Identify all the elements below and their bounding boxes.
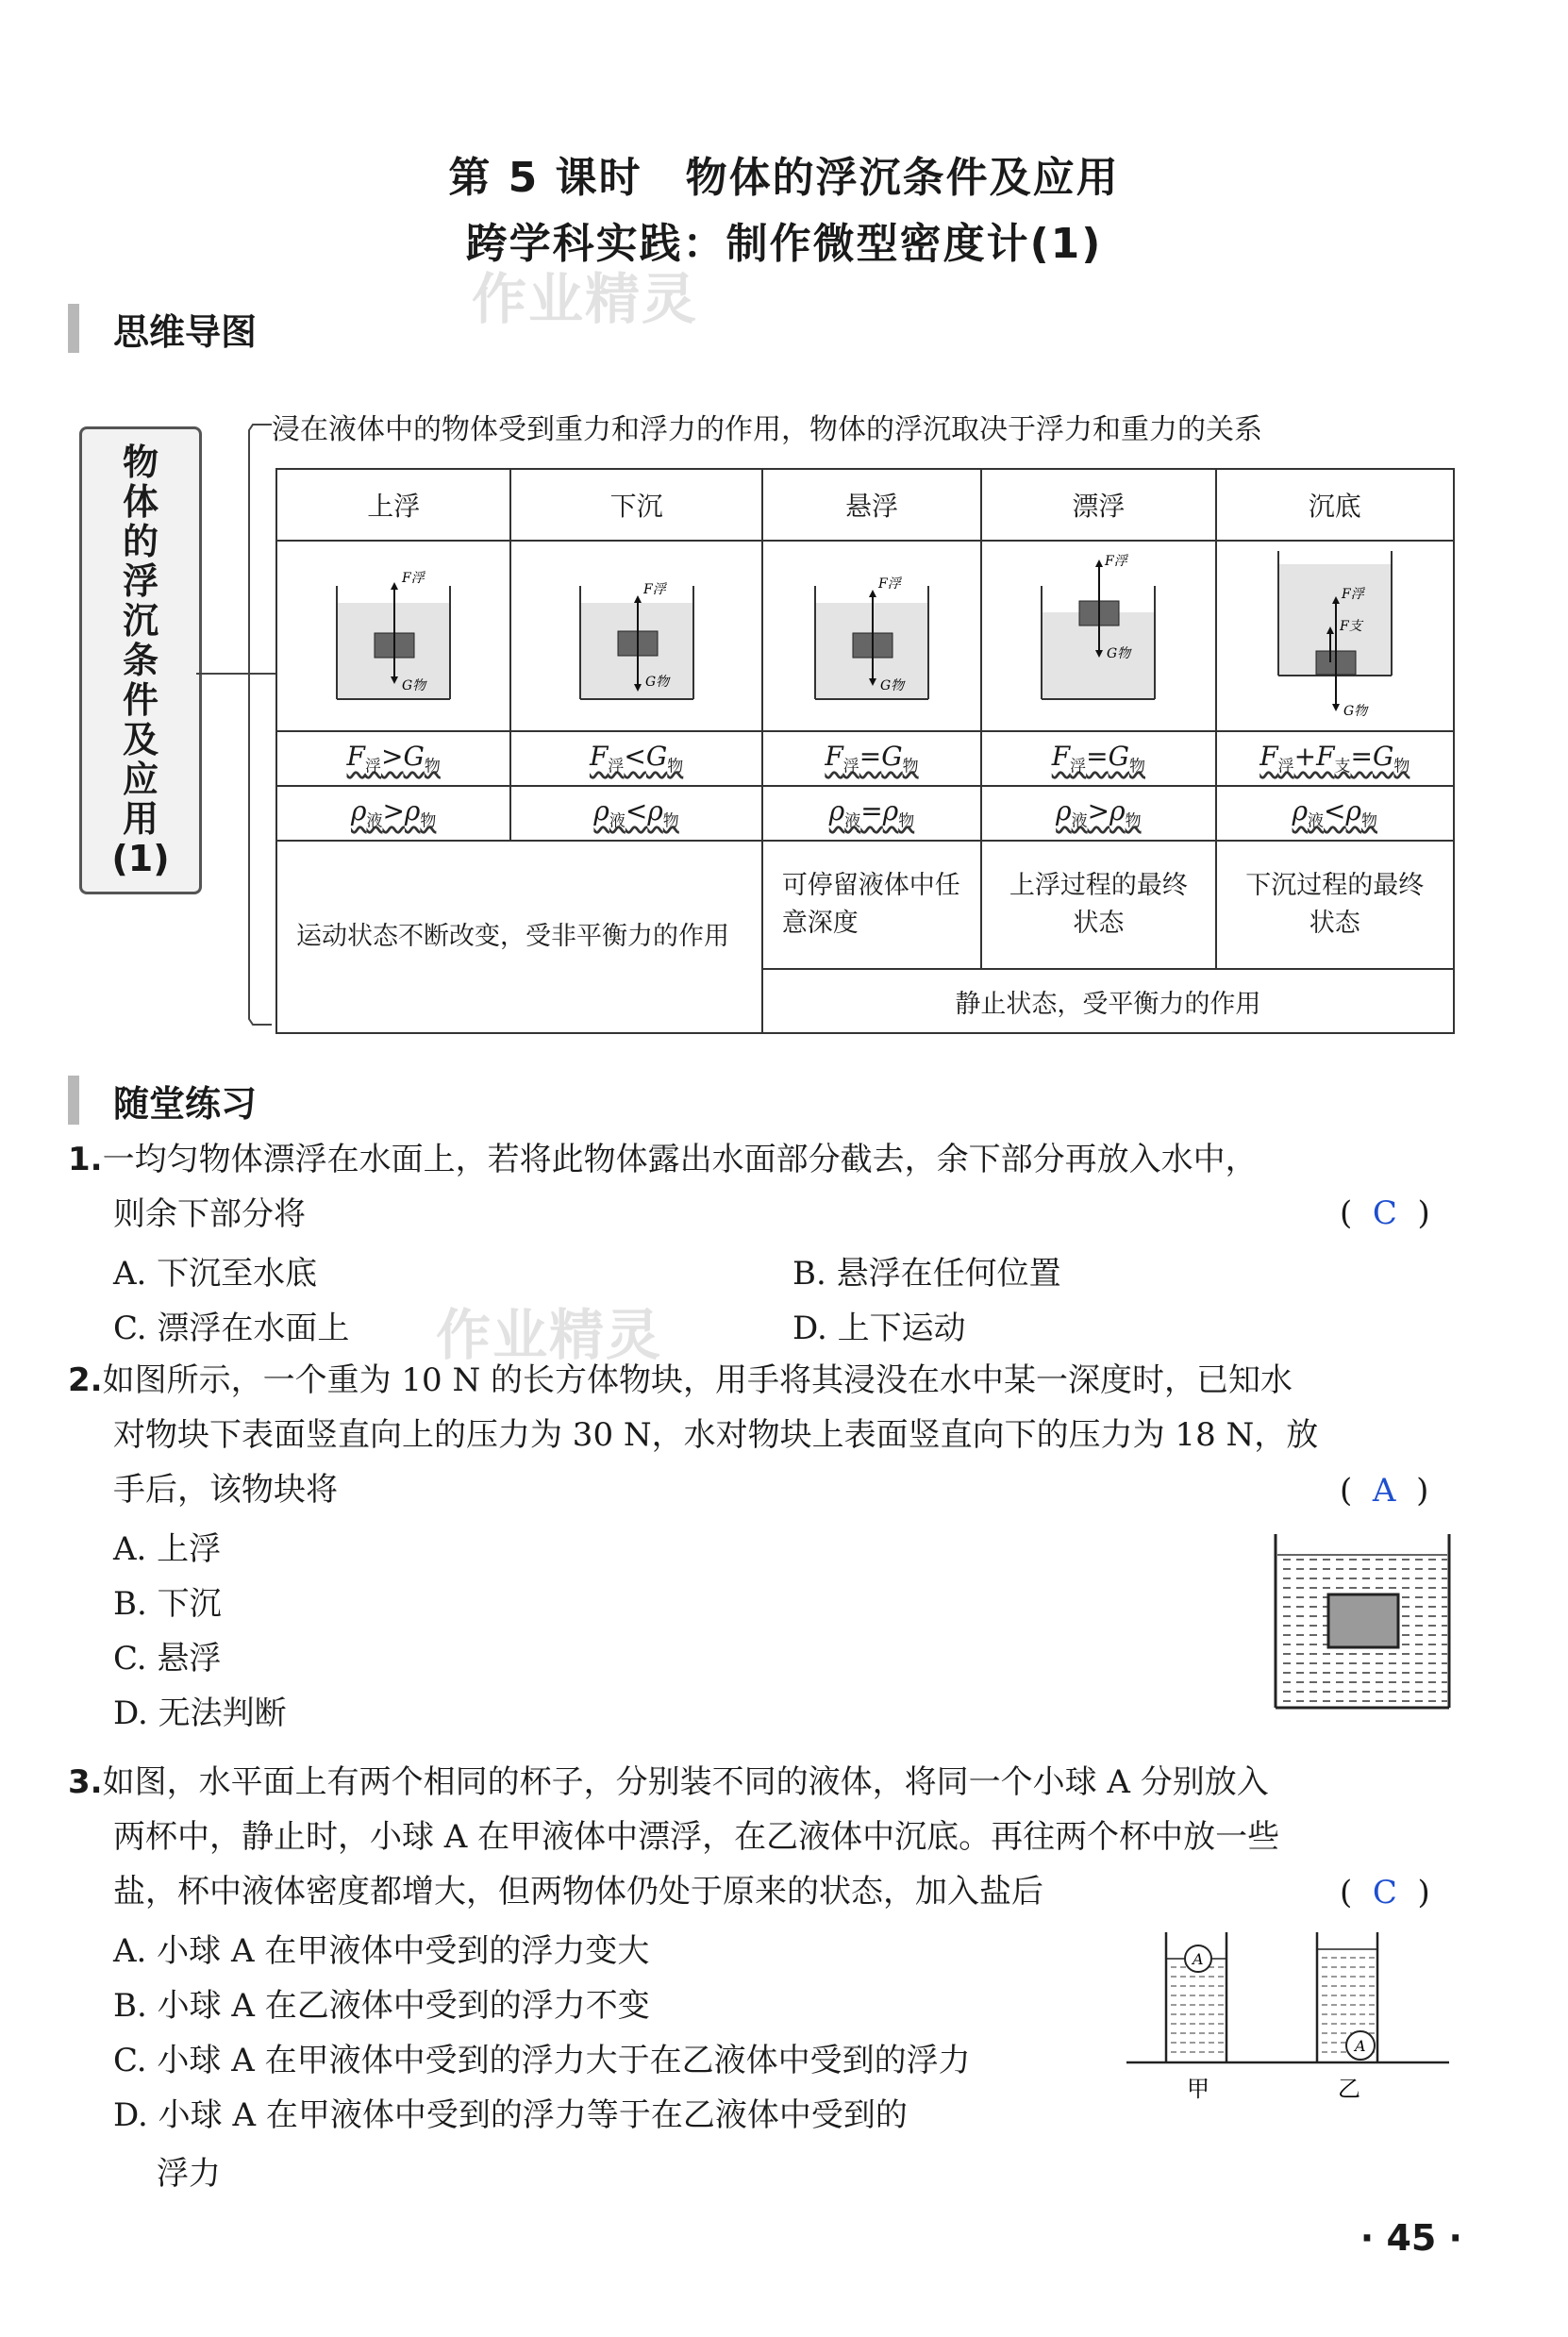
page-number: · 45 · (1359, 2217, 1462, 2259)
option: D. 小球 A 在甲液体中受到的浮力等于在乙液体中受到的 (113, 2096, 908, 2134)
question-number: 1. (68, 1141, 103, 1178)
figure-q2-tank (1268, 1527, 1457, 1715)
desc-suspend: 可停留液体中任意深度 (762, 841, 981, 969)
question-text: 则余下部分将 (113, 1195, 306, 1233)
diagram-rise (276, 541, 510, 731)
watermark-mid: 作业精灵 (436, 1303, 663, 1367)
side-char: 沉 (122, 600, 158, 642)
mindmap-intro: 浸在液体中的物体受到重力和浮力的作用，物体的浮沉取决于浮力和重力的关系 (272, 413, 1262, 446)
side-char: (1) (111, 838, 170, 879)
section-mindmap (68, 302, 257, 355)
desc-static: 静止状态，受平衡力的作用 (762, 969, 1454, 1033)
lesson-title: 第 5 课时 物体的浮沉条件及应用 (448, 154, 1120, 202)
col-header: 漂浮 (981, 469, 1215, 541)
option: B. 悬浮在任何位置 (792, 1255, 1061, 1293)
option-continuation: 浮力 (157, 2155, 221, 2193)
answer-q3: ( C ) (1340, 1874, 1430, 1911)
question-text: 两杯中，静止时，小球 A 在甲液体中漂浮，在乙液体中沉底。再往两个杯中放一些 (113, 1818, 1280, 1856)
section-mindmap-title: 思维导图 (113, 310, 258, 353)
density-relation: $\rho_液=\rho_物$ (762, 786, 981, 841)
lesson-subtitle: 跨学科实践：制作微型密度计(1) (465, 220, 1103, 268)
force-relation: $F_浮=G_物$ (981, 731, 1215, 786)
option: C. 悬浮 (113, 1640, 222, 1678)
side-char: 用 (122, 798, 158, 840)
question-2 (68, 1353, 1474, 1517)
option: B. 小球 A 在乙液体中受到的浮力不变 (113, 1987, 650, 2025)
option: D. 无法判断 (113, 1694, 287, 1732)
density-relation: $\rho_液>\rho_物$ (981, 786, 1215, 841)
table-header-row (276, 469, 1454, 541)
force-relation: $F_浮+F_支=G_物$ (1216, 731, 1454, 786)
section-practice (68, 1074, 257, 1127)
force-label: G物 (1343, 703, 1367, 719)
answer-letter: C (1372, 1874, 1397, 1911)
col-header: 悬浮 (762, 469, 981, 541)
question-text: 盐，杯中液体密度都增大，但两物体仍处于原来的状态，加入盐后 (113, 1873, 1043, 1911)
float-sink-table (275, 468, 1455, 1034)
diagram-sink (510, 541, 761, 731)
force-row (276, 731, 1454, 786)
description-row (276, 841, 1454, 969)
option: D. 上下运动 (792, 1310, 966, 1347)
question-text: 手后，该物块将 (113, 1471, 338, 1509)
section-practice-title: 随堂练习 (113, 1082, 258, 1125)
force-label: F浮 (1105, 553, 1128, 569)
cup-label: 乙 (1338, 2076, 1360, 2102)
answer-q1: ( C ) (1340, 1194, 1430, 1232)
answer-letter: C (1372, 1194, 1397, 1232)
section-bar (68, 304, 79, 353)
force-label: G物 (402, 677, 426, 693)
figure-q3-cups (1123, 1925, 1462, 2113)
force-label: F支 (1339, 618, 1362, 634)
desc-float: 上浮过程的最终状态 (981, 841, 1215, 969)
question-1 (68, 1132, 1474, 1242)
desc-moving: 运动状态不断改变，受非平衡力的作用 (276, 841, 762, 1033)
option: C. 小球 A 在甲液体中受到的浮力大于在乙液体中受到的浮力 (113, 2042, 971, 2079)
force-label: F浮 (877, 576, 901, 592)
ball-label: A (1193, 1950, 1204, 1968)
side-char: 浮 (122, 560, 158, 602)
diagram-bottom (1216, 541, 1454, 731)
desc-sink: 下沉过程的最终状态 (1216, 841, 1454, 969)
density-relation: $\rho_液<\rho_物$ (510, 786, 761, 841)
col-header: 沉底 (1216, 469, 1454, 541)
question-text: 对物块下表面竖直向上的压力为 30 N，水对物块上表面竖直向下的压力为 18 N，放 (113, 1416, 1319, 1454)
diagram-suspend (762, 541, 981, 731)
side-char: 及 (122, 719, 158, 760)
force-relation: $F_浮<G_物$ (510, 731, 761, 786)
ball-label: A (1355, 2037, 1366, 2055)
density-relation: $\rho_液>\rho_物$ (276, 786, 510, 841)
option: C. 漂浮在水面上 (113, 1310, 350, 1347)
option: B. 下沉 (113, 1585, 222, 1623)
force-label: G物 (879, 677, 905, 693)
cup-label: 甲 (1187, 2076, 1209, 2102)
diagram-float (981, 541, 1215, 731)
force-label: G物 (1107, 645, 1131, 661)
side-char: 的 (122, 521, 158, 562)
side-char: 应 (122, 759, 158, 800)
question-number: 2. (68, 1361, 103, 1399)
force-label: F浮 (1341, 586, 1364, 602)
side-char: 物 (122, 442, 158, 483)
option: A. 上浮 (113, 1530, 222, 1568)
mindmap-side-label (79, 426, 202, 894)
force-label: F浮 (402, 570, 425, 586)
force-relation: $F_浮=G_物$ (762, 731, 981, 786)
section-bar (68, 1076, 79, 1125)
side-char: 体 (122, 481, 158, 523)
question-number: 3. (68, 1763, 103, 1801)
force-label: F浮 (642, 581, 666, 597)
force-relation: $F_浮>G_物$ (276, 731, 510, 786)
question-text: 如图，水平面上有两个相同的杯子，分别装不同的液体，将同一个小球 A 分别放入 (102, 1763, 1269, 1801)
density-row (276, 786, 1454, 841)
option: A. 小球 A 在甲液体中受到的浮力变大 (113, 1932, 650, 1970)
col-header: 下沉 (510, 469, 761, 541)
question-text: 一均匀物体漂浮在水面上，若将此物体露出水面部分截去，余下部分再放入水中， (102, 1141, 1258, 1178)
col-header: 上浮 (276, 469, 510, 541)
question-3 (68, 1755, 1474, 1919)
density-relation: $\rho_液<\rho_物$ (1216, 786, 1454, 841)
side-char: 条 (122, 640, 158, 681)
force-label: G物 (644, 674, 669, 690)
answer-q2: ( A ) (1340, 1472, 1429, 1510)
question-text: 如图所示，一个重为 10 N 的长方体物块，用手将其浸没在水中某一深度时，已知水 (102, 1361, 1293, 1399)
mindmap-bracket (196, 415, 281, 1038)
diagram-row (276, 541, 1454, 731)
answer-letter: A (1372, 1472, 1396, 1510)
side-char: 件 (122, 679, 158, 721)
option: A. 下沉至水底 (113, 1255, 318, 1293)
watermark-top: 作业精灵 (472, 267, 699, 331)
